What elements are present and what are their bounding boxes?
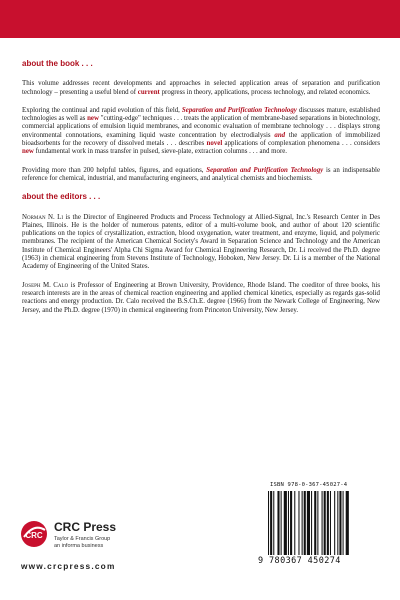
publisher-url: www.crcpress.com (21, 561, 116, 571)
about-editors-heading: about the editors . . . (22, 192, 101, 202)
editor-bio-calo: Joseph M. Calo is Professor of Engineering at Brown University, Providence, Rhode Island. The coeditor of three books, his research interests are in the areas of chemical reaction engineering and applied chemical kinetics, especially as regards gas-solid reactions and energy production. Dr. Calo received the B.S.Ch.E. degree (1966) from the Newark College of Engineering, New Jersey, and the Ph.D. degree (1970) in chemical engineering from Princeton University, New Jersey. (22, 281, 381, 314)
editor-name: Norman N. Li (22, 213, 64, 221)
publisher-name: CRC Press (54, 520, 117, 534)
top-color-band (0, 0, 400, 38)
about-book-heading: about the book . . . (22, 59, 93, 68)
crc-logo-icon (20, 520, 48, 548)
isbn-digits: 9 780367 450274 (258, 556, 341, 566)
cover-text (22, 60, 380, 325)
crc-logo-text: CRC (25, 531, 43, 540)
about-book-paragraph-1: This volume addresses recent developments and approaches in selected application areas of separation and purification technology – presenting a useful blend of current progress in theory, applications, process technology, and related economics. (22, 80, 380, 96)
publisher-block (20, 518, 220, 578)
publisher-subtitle: Taylor & Francis Group an informa business (54, 536, 111, 549)
isbn-barcode (256, 482, 380, 570)
about-book-paragraph-3: Providing more than 200 helpful tables, figures, and equations, Separation and Purification Technology is an indispensable reference for chemical, industrial, and manufacturing engineers, and analytical chemists and biochemists. (22, 166, 381, 182)
about-book-paragraph-2: Exploring the continual and rapid evolution of this field, Separation and Purification Technology discusses mature, established technologies as well as new "cutting-edge" techniques . . . treats the application of membrane-based separations in biotechnology, commercial applications of emulsion liquid membranes, and economic evaluation of membrane technology . . . displays strong environmental connotations, examining liquid waste concentration by electrodialysis and the application of immobilized bioadsorbents for the recovery of dissolved metals . . . describes novel applications of complexation phenomena . . . considers new fundamental work in mass transfer in pulsed, sieve-plate, extraction columns . . . and more. (22, 106, 381, 156)
book-title-emphasis: Separation and Purification Technology (181, 106, 297, 114)
barcode-icon (268, 491, 376, 555)
editor-name: Joseph M. Calo (22, 281, 69, 289)
editor-bio-li: Norman N. Li is the Director of Engineered Products and Process Technology at Allied-Signal, Inc.'s Research Center in Des Plaines, Illinois. He is the holder of numerous patents, editor of a multi-volume book, and author of about 120 scientific publications on the topics of crystallization, extraction, blood oxygenation, water treatment, and enzyme, liquid, and polymeric membranes. The recipient of the American Chemical Society's Award in Separation Science and Technology and the American Institute of Chemical Engineers' Alpha Chi Sigma Award for Chemical Engineering Research, Dr. Li received the Ph.D. degree (1963) in chemical engineering from Stevens Institute of Technology, Hoboken, New Jersey. Dr. Li is a member of the National Academy of Engineering of the United States. (22, 213, 381, 271)
isbn-text: ISBN 978-0-367-45027-4 (270, 482, 348, 488)
book-title-emphasis: Separation and Purification Technology (206, 166, 324, 174)
